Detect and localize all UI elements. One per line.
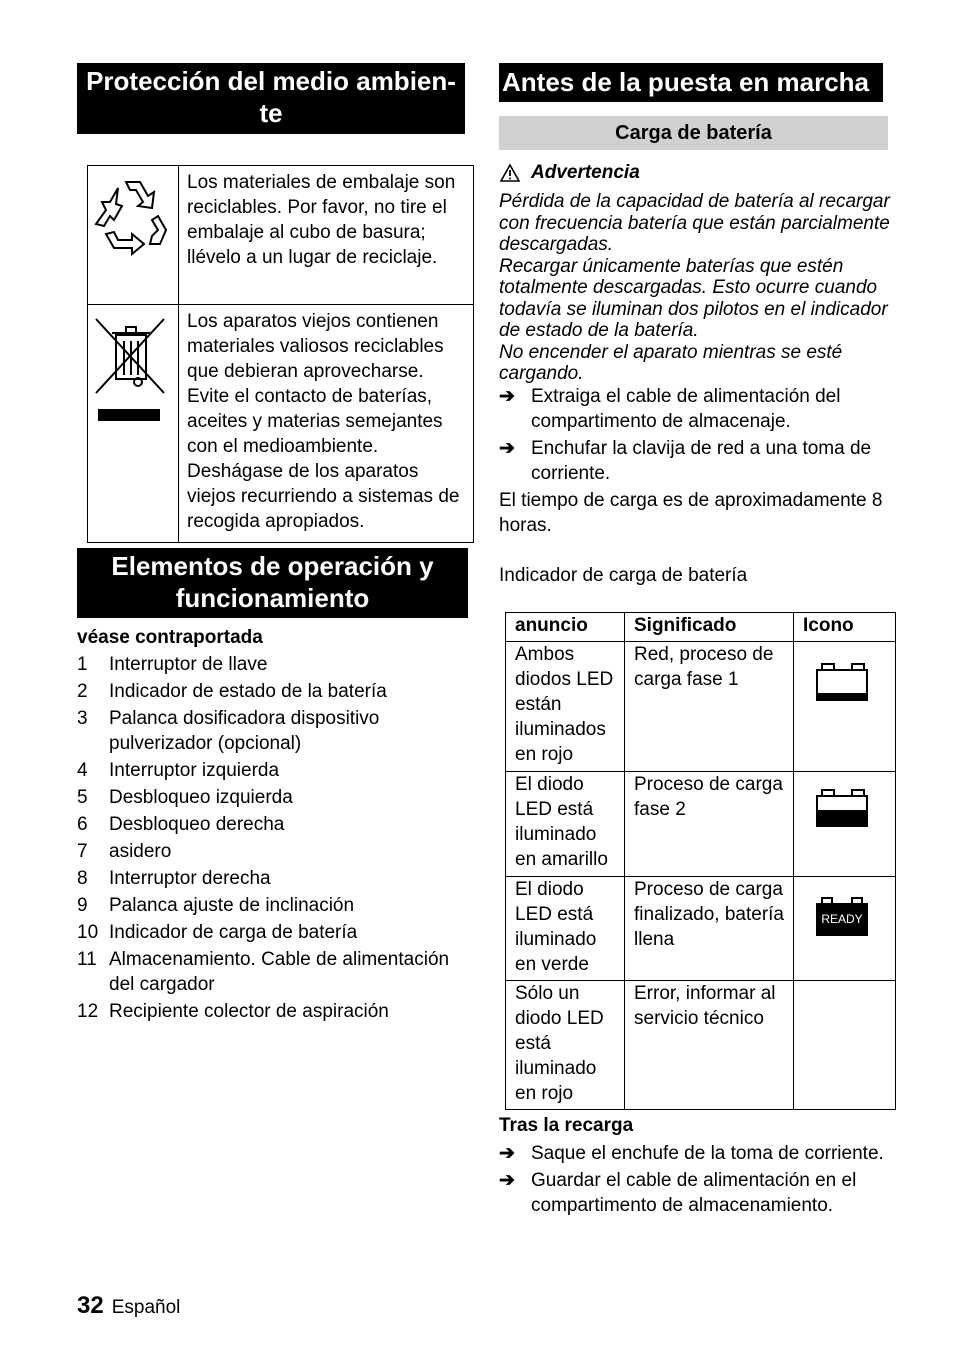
after-charge-title: Tras la recarga: [499, 1115, 634, 1136]
env-text-recycle: Los materiales de embalaje son reciclables. Por favor, no tire el embalaje al cubo de basura; llévelo a un lugar de reciclaje.: [179, 166, 474, 305]
env-table: [87, 165, 474, 543]
recycle-icon-cell: [88, 166, 179, 305]
ops-subtitle: véase contraportada: [77, 627, 263, 648]
list-item: ➔ Extraiga el cable de alimentación del compartimento de almacenaje.: [499, 386, 841, 432]
charge-steps: [499, 384, 899, 488]
list-item: 12 Recipiente colector de aspiración: [77, 1001, 389, 1022]
table-row: Sólo un diodo LED está iluminado en rojo Error, informar al servicio técnico: [506, 981, 896, 1110]
battery-ready-icon: READY: [816, 897, 868, 937]
start-section-title: Antes de la puesta en marcha: [499, 63, 883, 102]
after-charge-steps: [499, 1141, 899, 1220]
list-item: 10 Indicador de carga de batería: [77, 922, 358, 943]
env-row-bin: [88, 305, 474, 543]
col-header-icono: Icono: [794, 613, 896, 642]
page-footer: [77, 1292, 180, 1320]
page-number: 32: [77, 1292, 104, 1319]
table-row: Ambos diodos LED están iluminados en rojo Red, proceso de carga fase 1: [506, 642, 896, 772]
indicator-title: Indicador de carga de batería: [499, 565, 748, 586]
list-item: 7 asidero: [77, 841, 172, 862]
arrow-right-icon: ➔: [499, 386, 515, 407]
list-item: 8 Interruptor derecha: [77, 868, 271, 889]
env-section-title: Protección del medio ambien- te: [77, 63, 465, 134]
recycle-icon: [88, 166, 178, 266]
list-item: 9 Palanca ajuste de inclinación: [77, 895, 355, 916]
table-row: El diodo LED está iluminado en verde Proceso de carga finalizado, batería llena READY: [506, 877, 896, 981]
list-item: 5 Desbloqueo izquierda: [77, 787, 293, 808]
list-item: 1 Interruptor de llave: [77, 654, 268, 675]
env-text-bin: Los aparatos viejos contienen materiales valiosos reciclables que debieran aprovecharse. Evite el contacto de baterías, aceites y materias semejantes con el medioambiente. Deshágase de los aparatos viejos recurriendo a sistemas de recogida apropiados.: [179, 305, 474, 543]
table-row: El diodo LED está iluminado en amarillo Proceso de carga fase 2: [506, 772, 896, 877]
warning-triangle-icon: [499, 163, 521, 183]
table-header-row: [506, 613, 896, 642]
battery-charge-subheading: Carga de batería: [499, 116, 888, 150]
list-item: 3 Palanca dosificadora dispositivo pulverizador (opcional): [77, 708, 380, 754]
ops-list: [77, 652, 477, 1026]
col-header-anuncio: anuncio: [506, 613, 625, 642]
col-header-significado: Significado: [625, 613, 794, 642]
warning-heading: Advertencia: [499, 161, 640, 185]
list-item: ➔ Saque el enchufe de la toma de corriente.: [499, 1143, 884, 1164]
charge-time: El tiempo de carga es de aproximadamente 8 horas.: [499, 490, 883, 536]
ops-section-title: Elementos de operación y funcionamiento: [77, 548, 468, 618]
arrow-right-icon: ➔: [499, 438, 515, 459]
indicator-table: [505, 612, 896, 1110]
battery-phase1-icon: [816, 662, 876, 712]
list-item: 2 Indicador de estado de la batería: [77, 681, 387, 702]
crossed-bin-icon-cell: [88, 305, 179, 543]
battery-phase2-icon: [816, 788, 876, 838]
list-item: ➔ Enchufar la clavija de red a una toma de corriente.: [499, 438, 872, 484]
warning-text: Pérdida de la capacidad de batería al recargar con frecuencia batería que están parcialmente descargadas. Recargar únicamente baterías que estén totalmente descargadas. Esto ocurre cuando todavía se iluminan dos pilotos en el indicador de estado de la batería. No encender el aparato mientras se esté cargando.: [499, 191, 890, 384]
crossed-bin-icon: [88, 305, 178, 435]
arrow-right-icon: ➔: [499, 1143, 515, 1164]
env-row-recycle: [88, 166, 474, 305]
list-item: ➔ Guardar el cable de alimentación en el compartimento de almacenamiento.: [499, 1170, 857, 1216]
list-item: 4 Interruptor izquierda: [77, 760, 280, 781]
page-language: Español: [111, 1297, 181, 1318]
list-item: 6 Desbloqueo derecha: [77, 814, 285, 835]
list-item: 11 Almacenamiento. Cable de alimentación del cargador: [77, 949, 450, 995]
arrow-right-icon: ➔: [499, 1170, 515, 1191]
